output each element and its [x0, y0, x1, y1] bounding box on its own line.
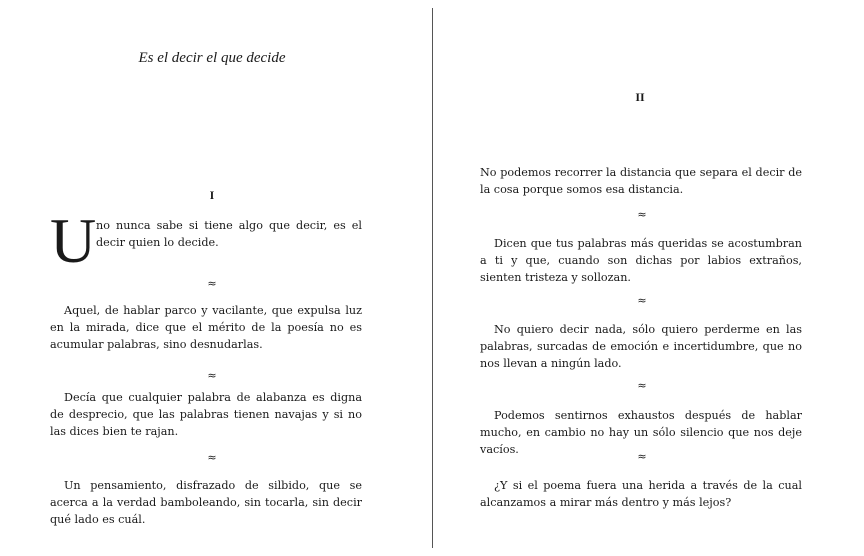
section-number-i: I [209, 188, 215, 202]
paragraph: ¿Y si el poema fuera una herida a través de la cual alcanzamos a mirar más dentro y más lejos? [480, 479, 802, 509]
right-page [434, 0, 864, 556]
page-divider [432, 8, 433, 548]
page-title: Es el decir el que decide [138, 50, 286, 66]
tilde-ornament-icon: ≈ [637, 379, 647, 392]
drop-cap: U [50, 205, 97, 276]
paragraph: Dicen que tus palabras más queridas se acostumbran a ti y que, cuando son dichas por labios extraños, sienten tristeza y sollozan. [480, 237, 802, 284]
paragraph: Aquel, de hablar parco y vacilante, que expulsa luz en la mirada, dice que el mérito de la poesía no es acumular palabras, sino desnudarlas. [50, 304, 362, 351]
section-number-ii: II [635, 90, 645, 104]
tilde-ornament-icon: ≈ [637, 450, 647, 463]
paragraph: Decía que cualquier palabra de alabanza es digna de desprecio, que las palabras tienen navajas y si no las dices bien te rajan. [50, 391, 362, 438]
paragraph: no nunca sabe si tiene algo que decir, es el decir quien lo decide. [96, 219, 362, 249]
paragraph: No podemos recorrer la distancia que separa el decir de la cosa porque somos esa distancia. [480, 166, 802, 196]
tilde-ornament-icon: ≈ [637, 294, 647, 307]
paragraph: No quiero decir nada, sólo quiero perderme en las palabras, surcadas de emoción e incertidumbre, que no nos llevan a ningún lado. [480, 323, 802, 370]
tilde-ornament-icon: ≈ [207, 369, 217, 382]
paragraph: Un pensamiento, disfrazado de silbido, que se acerca a la verdad bamboleando, sin tocarla, sin decir qué lado es cuál. [50, 479, 362, 526]
tilde-ornament-icon: ≈ [207, 451, 217, 464]
first-paragraph [50, 205, 362, 276]
tilde-ornament-icon: ≈ [637, 208, 647, 221]
paragraph: Podemos sentirnos exhaustos después de hablar mucho, en cambio no hay un sólo silencio que nos deje vacíos. [480, 409, 802, 456]
tilde-ornament-icon: ≈ [207, 277, 217, 290]
